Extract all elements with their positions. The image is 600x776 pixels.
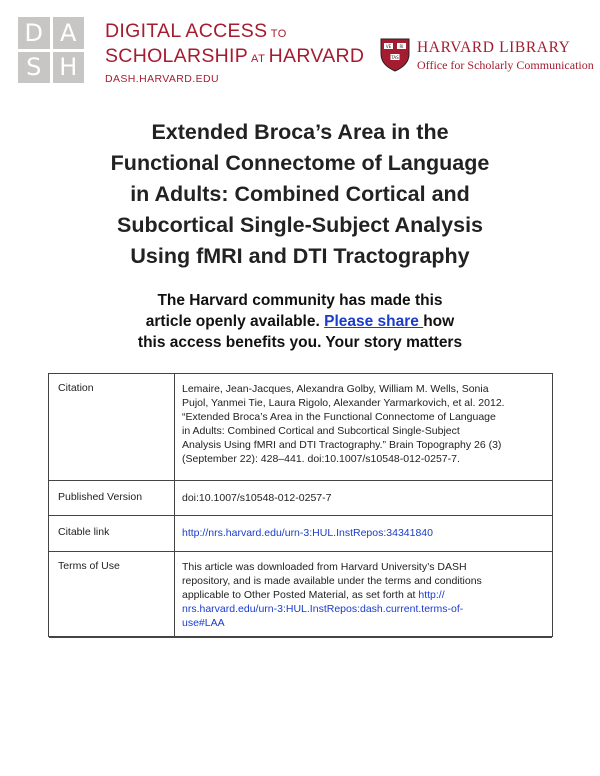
citable-link[interactable]: http://nrs.harvard.edu/urn-3:HUL.InstRepos:34341840 [182, 527, 433, 539]
article-title-line: Subcortical Single-Subject Analysis [117, 213, 483, 237]
dash-logo-letter: S [18, 52, 50, 84]
citation-value: Lemaire, Jean-Jacques, Alexandra Golby, William M. Wells, Sonia Pujol, Yanmei Tie, Laura Rigolo, Alexander Yarmarkovich, et al. 2012. “Extended Broca’s Area in the Functional Connectome of Language in Adults: Combined Cortical and Subcortical Single-Subject Analysis Using fMRI and DTI Tractography.” Brain Topography 26 (3) (September 22): 428–441. doi:10.1007/s10548-012-0257-7. [182, 383, 505, 465]
article-title-line: Using fMRI and DTI Tractography [130, 244, 470, 268]
terms-link[interactable]: nrs.harvard.edu/urn-3:HUL.InstRepos:dash.current.terms-of- [182, 603, 464, 615]
terms-of-use-label: Terms of Use [58, 560, 120, 572]
dash-url[interactable]: DASH.HARVARD.EDU [105, 73, 219, 85]
please-share-link[interactable]: Please share [324, 313, 424, 330]
harvard-shield-icon [380, 38, 410, 72]
harvard-library-subtitle: Office for Scholarly Communication [417, 58, 594, 72]
dash-logo-letter: A [53, 17, 85, 49]
article-title [40, 117, 560, 272]
citation-row [49, 374, 552, 481]
community-line: article openly available. Please share how [145, 313, 455, 330]
published-version-row [49, 481, 552, 516]
dash-logo-letter: H [53, 52, 85, 84]
published-version-value: doi:10.1007/s10548-012-0257-7 [182, 492, 332, 504]
published-version-label: Published Version [58, 491, 143, 503]
terms-of-use-value: This article was downloaded from Harvard University’s DASH repository, and is made available under the terms and conditions applicable to Other Posted Material, as set forth at http:// nrs.harvard.edu/urn-3:HUL.InstRepos:dash.current.terms-of- use#LAA [182, 560, 542, 630]
dash-wordmark-line2: SCHOLARSHIP AT HARVARD [105, 45, 365, 67]
community-line: this access benefits you. Your story matters [137, 334, 463, 351]
metadata-table [48, 373, 553, 637]
terms-link[interactable]: use#LAA [182, 617, 225, 629]
terms-link[interactable]: http:// [418, 589, 445, 601]
article-title-line: Functional Connectome of Language [110, 151, 490, 175]
citable-link-label: Citable link [58, 526, 110, 538]
table-column-divider [174, 374, 175, 636]
citable-link-row [49, 516, 552, 552]
article-title-line: in Adults: Combined Cortical and [130, 182, 470, 206]
community-message [40, 290, 560, 353]
terms-of-use-row [49, 552, 552, 638]
shield-motto-letters: RI [399, 44, 404, 49]
community-line: The Harvard community has made this [157, 292, 443, 309]
dash-logo [18, 17, 84, 83]
dash-logo-letter: D [18, 17, 50, 49]
shield-motto-letters: TAS [391, 55, 399, 60]
dash-wordmark-line1: DIGITAL ACCESS TO [105, 20, 287, 42]
shield-motto-letters: VE [385, 44, 392, 49]
dash-wordmark [105, 20, 364, 85]
citation-label: Citation [58, 382, 94, 394]
article-title-line: Extended Broca’s Area in the [151, 120, 449, 144]
harvard-library-title: HARVARD LIBRARY [417, 39, 571, 56]
harvard-library-wordmark [417, 39, 594, 73]
